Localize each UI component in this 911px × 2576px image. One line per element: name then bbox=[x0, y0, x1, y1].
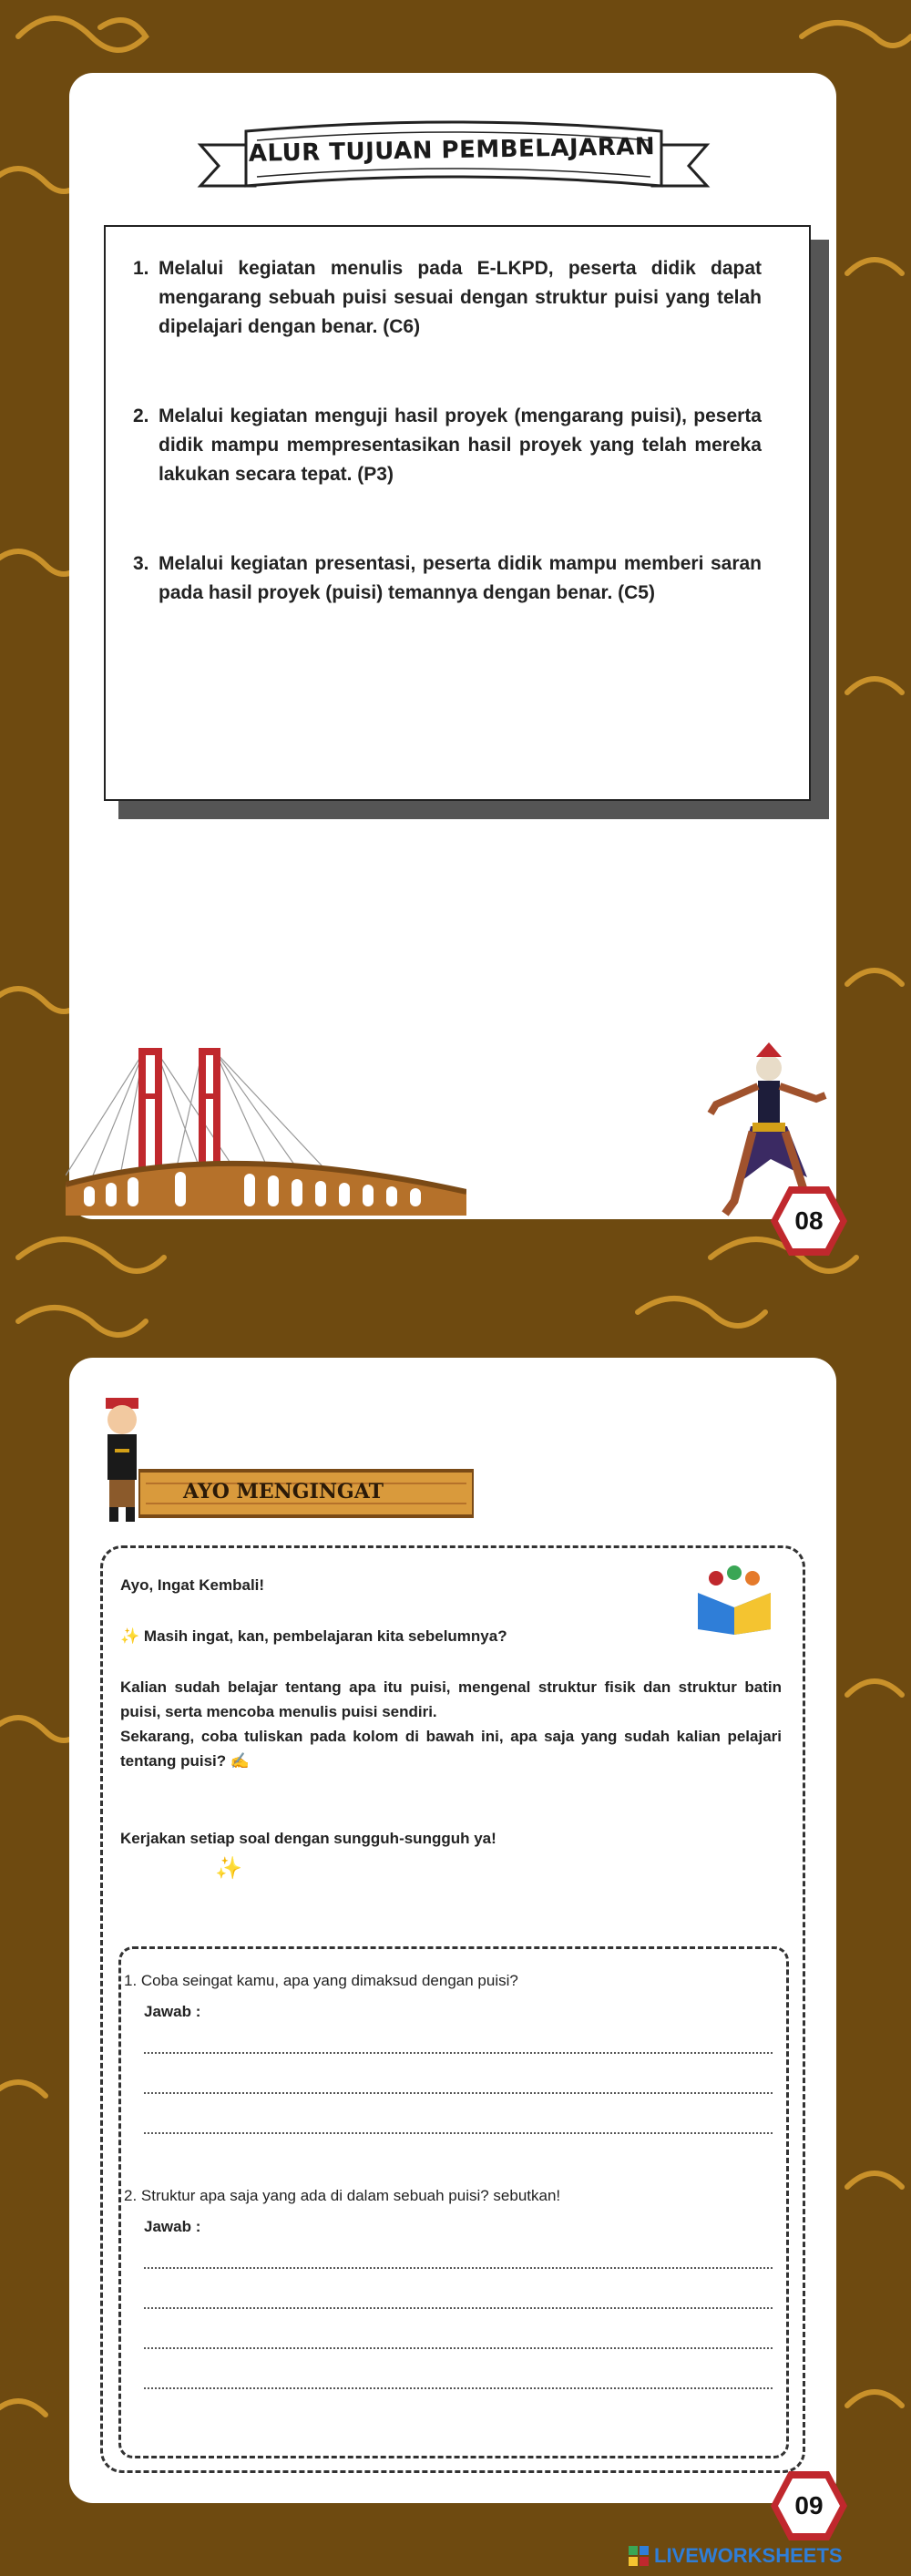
answer-line[interactable] bbox=[144, 2307, 773, 2309]
section-title: AYO MENGINGAT bbox=[183, 1480, 384, 1504]
answer-label: Jawab : bbox=[144, 2003, 201, 2020]
page-number-badge bbox=[769, 2469, 849, 2542]
page-number: 08 bbox=[794, 1206, 824, 1235]
answer-line[interactable] bbox=[144, 2267, 773, 2269]
goal-text: Melalui kegiatan presentasi, peserta didik mampu memberi saran pada hasil proyek (puisi) temannya dengan benar. (C5) bbox=[159, 553, 762, 603]
section-heading: Ayo, Ingat Kembali! bbox=[120, 1576, 265, 1594]
goal-item bbox=[133, 549, 762, 608]
question-2: 2. Struktur apa saja yang ada di dalam sebuah puisi? sebutkan! bbox=[124, 2187, 561, 2204]
learning-goals-box bbox=[104, 225, 811, 801]
intro-body-paragraph-1: Kalian sudah belajar tentang apa itu puisi, mengenal struktur fisik dan struktur batin puisi, serta mencoba menulis puisi sendiri. bbox=[120, 1678, 782, 1720]
liveworksheets-logo-icon bbox=[629, 2546, 649, 2566]
watermark-text: LIVEWORKSHEETS bbox=[654, 2544, 843, 2567]
bridge-illustration bbox=[66, 1039, 466, 1216]
goal-text: Melalui kegiatan menulis pada E-LKPD, peserta didik dapat mengarang sebuah puisi sesuai dengan struktur puisi yang telah dipelajari dengan benar. (C6) bbox=[159, 258, 762, 337]
goal-number: 2. bbox=[133, 405, 149, 426]
answer-line[interactable] bbox=[144, 2092, 773, 2094]
goal-number: 3. bbox=[133, 553, 149, 574]
watermark bbox=[629, 2542, 902, 2570]
goal-item bbox=[133, 254, 762, 342]
instruction-text: Kerjakan setiap soal dengan sungguh-sungguh ya! bbox=[120, 1830, 496, 1847]
answer-label: Jawab : bbox=[144, 2218, 201, 2235]
goal-item bbox=[133, 402, 762, 489]
goal-number: 1. bbox=[133, 258, 149, 279]
intro-question-text: Masih ingat, kan, pembelajaran kita sebelumnya? bbox=[143, 1627, 507, 1645]
sparkle-icon: ✨ bbox=[120, 1627, 140, 1645]
question-1: 1. Coba seingat kamu, apa yang dimaksud dengan puisi? bbox=[124, 1972, 518, 1989]
answer-line[interactable] bbox=[144, 2347, 773, 2349]
page-number: 09 bbox=[794, 2491, 824, 2520]
intro-question bbox=[120, 1624, 782, 1648]
sparkle-icon: ✨ bbox=[215, 1856, 242, 1881]
answer-line[interactable] bbox=[144, 2387, 773, 2389]
goal-text: Melalui kegiatan menguji hasil proyek (mengarang puisi), peserta didik mampu mempresentasikan hasil proyek yang telah mereka lakukan secara tepat. (P3) bbox=[159, 405, 762, 485]
intro-body-paragraph-2: Sekarang, coba tuliskan pada kolom di bawah ini, apa saja yang sudah kalian pelajari tentang puisi? ✍ bbox=[120, 1728, 782, 1770]
worksheet-page-2 bbox=[69, 1358, 836, 2503]
answer-line[interactable] bbox=[144, 2132, 773, 2134]
answer-line[interactable] bbox=[144, 2052, 773, 2054]
intro-body bbox=[120, 1675, 782, 1773]
banner-title: ALUR TUJUAN PEMBELAJARAN bbox=[248, 133, 656, 168]
page-number-badge bbox=[769, 1185, 849, 1257]
worksheet-page-1 bbox=[69, 73, 836, 1219]
